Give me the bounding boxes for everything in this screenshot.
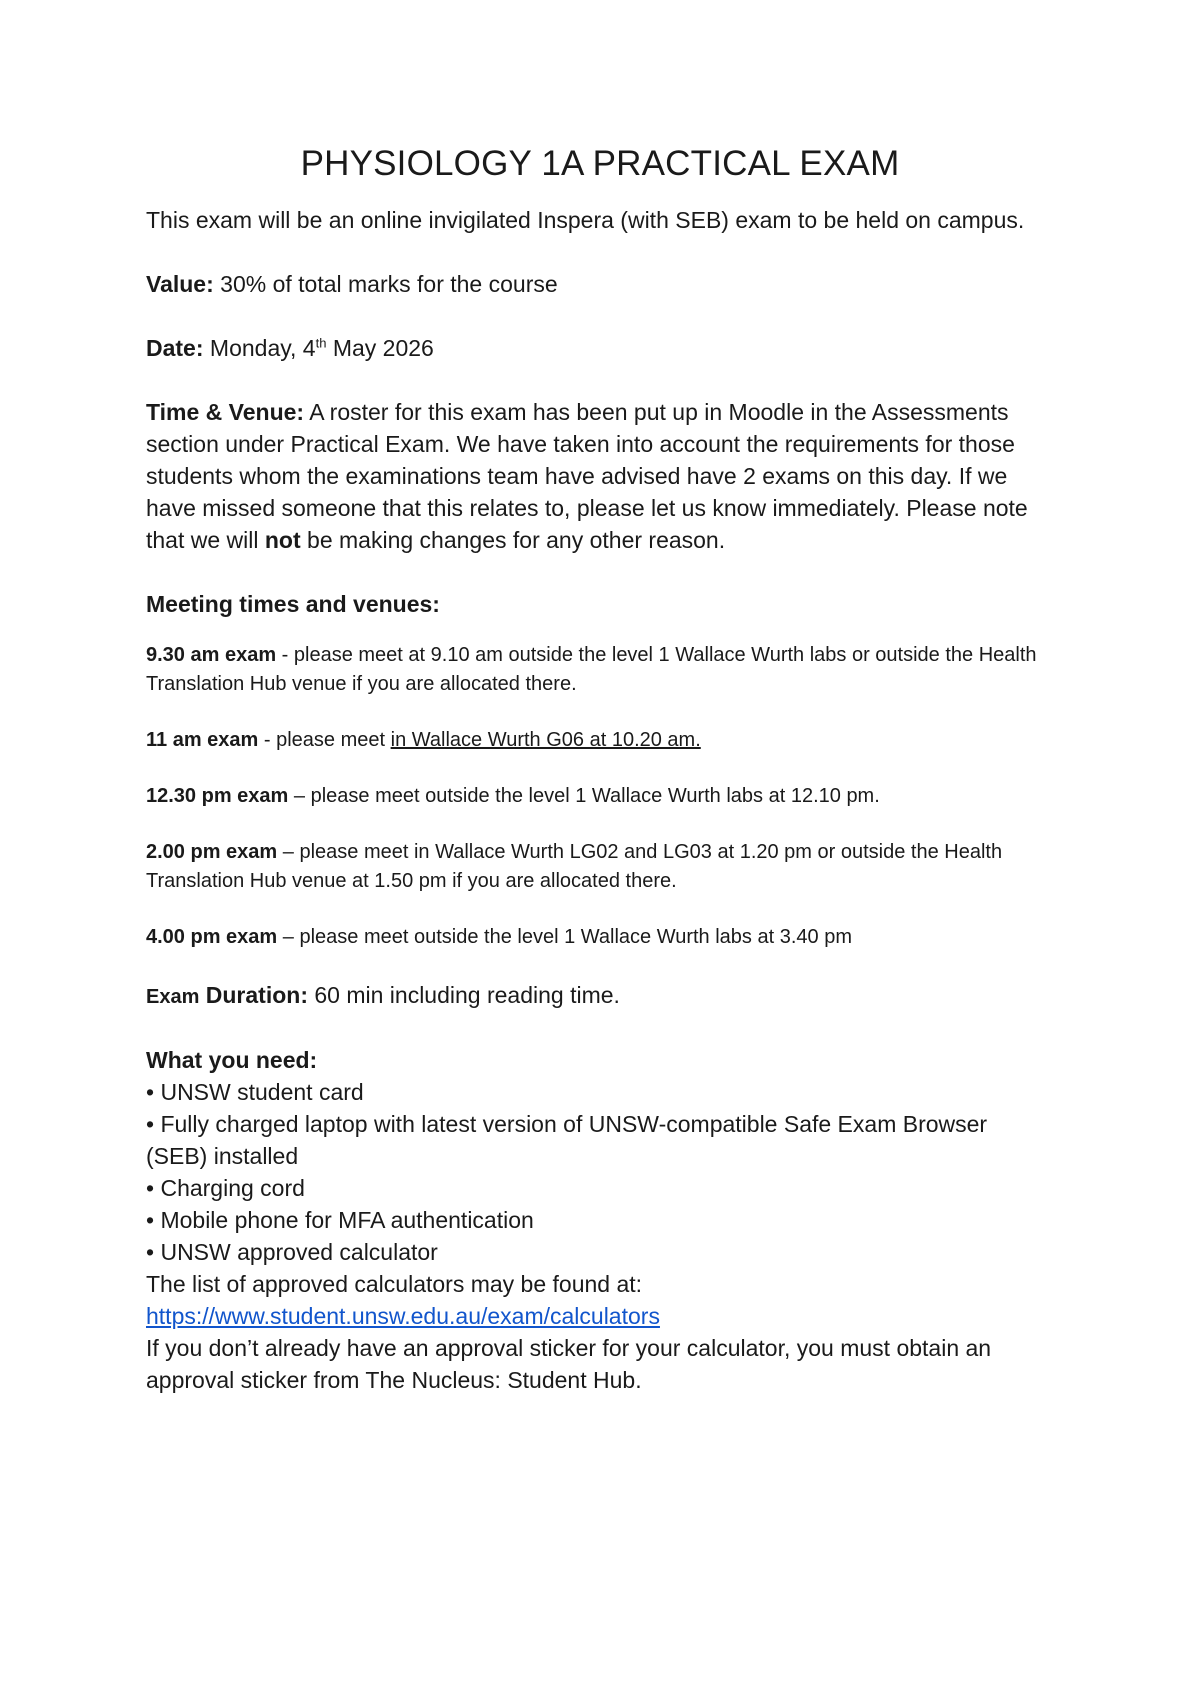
calculators-link-line	[146, 1300, 1054, 1332]
time-venue-emphasis: not	[264, 527, 301, 553]
session-label: 12.30 pm exam	[146, 785, 289, 807]
session-label: 2.00 pm exam	[146, 841, 278, 863]
calculators-link[interactable]: https://www.student.unsw.edu.au/exam/calculators	[146, 1303, 660, 1329]
session-label: 9.30 am exam	[146, 644, 277, 666]
list-item: • UNSW approved calculator	[146, 1236, 1054, 1268]
session-separator: -	[276, 644, 294, 666]
duration-line	[146, 979, 1054, 1012]
session-separator: –	[277, 926, 300, 948]
session-item	[146, 782, 1054, 811]
need-list	[146, 1076, 1054, 1268]
value-label: Value:	[146, 271, 214, 297]
session-text: please meet outside the level 1 Wallace Wurth labs at 3.40 pm	[299, 926, 852, 948]
value-text: 30% of total marks for the course	[213, 271, 558, 297]
date-text-end: May 2026	[326, 335, 434, 361]
document-title: PHYSIOLOGY 1A PRACTICAL EXAM	[300, 144, 900, 183]
date-ordinal: th	[315, 335, 327, 351]
calculators-text: The list of approved calculators may be found at:	[146, 1271, 643, 1297]
value-line	[146, 268, 1054, 300]
session-separator: –	[288, 785, 311, 807]
date-label: Date:	[146, 335, 204, 361]
date-line	[146, 332, 1054, 364]
session-item	[146, 726, 1054, 755]
session-separator: –	[277, 841, 300, 863]
session-label: 11 am exam	[146, 729, 259, 751]
list-item: • UNSW student card	[146, 1076, 1054, 1108]
list-item: • Fully charged laptop with latest version of UNSW-compatible Safe Exam Browser (SEB) installed	[146, 1108, 1054, 1172]
session-text: please meet at 9.10 am outside the level 1 Wallace Wurth labs or outside the Health Translation Hub venue if you are allocated there.	[146, 644, 1037, 695]
time-venue-label: Time & Venue:	[146, 399, 305, 425]
list-item: • Charging cord	[146, 1172, 1054, 1204]
duration-text: 60 min including reading time.	[307, 982, 620, 1008]
duration-label-small: Exam	[146, 986, 200, 1008]
date-text: Monday, 4	[203, 335, 316, 361]
session-text: please meet in Wallace Wurth LG02 and LG03 at 1.20 pm or outside the Health Translation Hub venue at 1.50 pm if you are allocated there.	[146, 841, 1003, 892]
time-venue-paragraph	[146, 396, 1054, 556]
need-heading-text: What you need:	[146, 1047, 318, 1073]
session-underlined-text: in Wallace Wurth G06 at 10.20 am.	[390, 729, 701, 751]
time-venue-text-end: be making changes for any other reason.	[300, 527, 726, 553]
session-separator: -	[258, 729, 277, 751]
session-item	[146, 641, 1054, 699]
meeting-heading	[146, 588, 1054, 620]
session-label: 4.00 pm exam	[146, 926, 278, 948]
need-heading	[146, 1044, 1054, 1076]
list-item: • Mobile phone for MFA authentication	[146, 1204, 1054, 1236]
session-item	[146, 838, 1054, 896]
duration-label: Duration:	[199, 982, 308, 1008]
time-venue-text: A roster for this exam has been put up in Moodle in the Assessments section under Practical Exam. We have taken into account the requirements for those students whom the examinations team have advised have 2 exams on this day. If we have missed someone that this relates to, please let us know immediately. Please note that we will	[146, 399, 1028, 553]
sticker-paragraph: If you don’t already have an approval sticker for your calculator, you must obtain an approval sticker from The Nucleus: Student Hub.	[146, 1335, 992, 1393]
session-text: please meet outside the level 1 Wallace Wurth labs at 12.10 pm.	[310, 785, 880, 807]
intro-paragraph: This exam will be an online invigilated Inspera (with SEB) exam to be held on campus.	[146, 207, 1025, 233]
session-text: please meet	[276, 729, 391, 751]
meeting-heading-text: Meeting times and venues:	[146, 591, 440, 617]
session-item	[146, 923, 1054, 952]
